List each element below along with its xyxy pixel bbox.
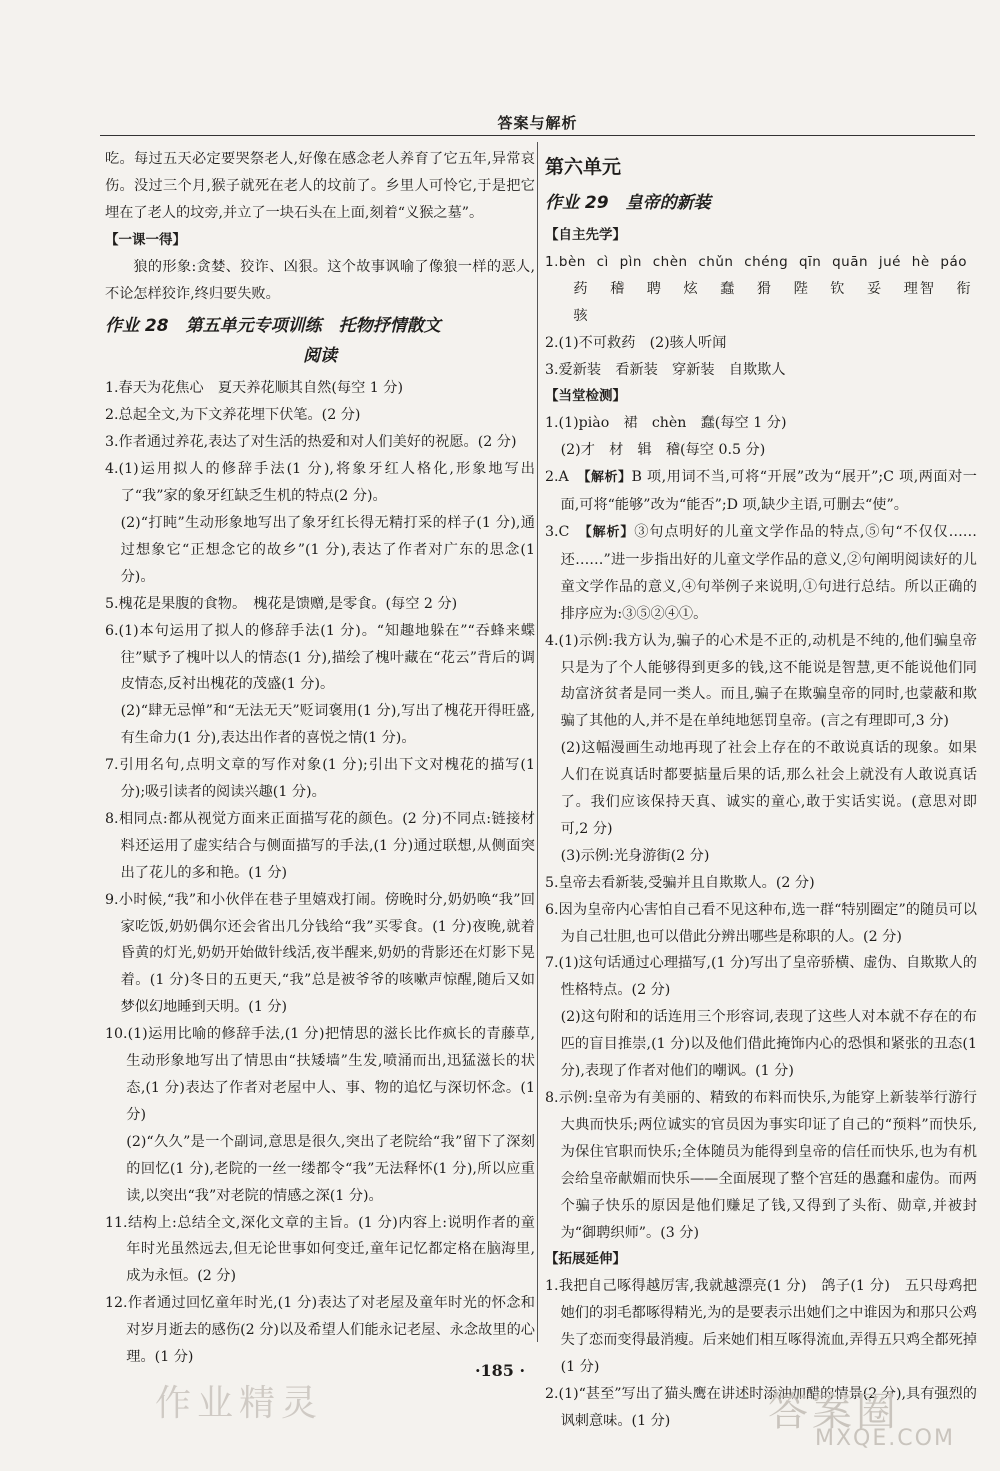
answer-item: 8.示例:皇帝为有美丽的、精致的布料而快乐,为能穿上新装举行游行大典而快乐;两位诚实的官员因为事实印证了自己的“预料”而快乐,为保住官职而快乐;全体随员为能得到皇帝的信任而快乐,也为有机会给皇帝献媚而快乐——全面展现了整个宫廷的愚蠢和虚伪。而两个骗子快乐的原因是他们赚足了钱,又得到了头衔、勋章,并被封为“御聘织师”。(3 分) bbox=[545, 1090, 977, 1241]
answer-item: 2.(1)“甚至”写出了猫头鹰在讲述时添油加醋的情景(2 分),具有强烈的讽刺意味。(1 分) bbox=[545, 1385, 977, 1429]
hw28-title-line2: 阅读 bbox=[303, 346, 337, 367]
analysis-text: B 项,用词不当,可将“开展”改为“展开”;C 项,两面对一面,可将“能够”改为“能否”;D 项,缺少主语,可删去“使”。 bbox=[560, 469, 977, 514]
answer-item: (3)示例:光身游街(2 分) bbox=[560, 847, 710, 864]
page-header bbox=[100, 112, 975, 136]
watermark-left: 作业精灵 bbox=[155, 1383, 324, 1424]
answer-item: 7.(1)这句话通过心理描写,(1 分)写出了皇帝骄横、虚伪、自欺欺人的性格特点。(2 分) bbox=[545, 955, 977, 999]
answer-item: (2)“久久”是一个副词,意思是很久,突出了老院给“我”留下了深刻的回忆(1 分),老院的一丝一缕都令“我”无法释怀(1 分),所以应重读,以突出“我”对老院的情感之深(1 分)。 bbox=[126, 1133, 535, 1204]
answer-item: 11.结构上:总结全文,深化文章的主旨。(1 分)内容上:说明作者的童年时光虽然远去,但无论世事如何变迁,童年记忆都定格在脑海里,成为永恒。(2 分) bbox=[105, 1214, 535, 1285]
answer-item: 3.爱新装 看新装 穿新装 自欺欺人 bbox=[545, 361, 786, 378]
answer-item: 1.春天为花焦心 夏天养花顺其自然(每空 1 分) bbox=[105, 380, 404, 397]
answer-item: (2)才 材 辑 稽(每空 0.5 分) bbox=[560, 442, 766, 459]
page-number: ·185 · bbox=[474, 1361, 526, 1380]
answer-item: 5.槐花是果腹的食物。 槐花是馈赠,是零食。(每空 2 分) bbox=[105, 595, 458, 612]
answer-item: (2)这句附和的话连用三个形容词,表现了这些人对本就不存在的布匹的盲目推崇,(1 分)以及他们借此掩饰内心的恐惧和紧张的丑态(1 分),表现了作者对他们的嘲讽。(1 分) bbox=[560, 1009, 977, 1080]
answer-item: 2.(1)不可救药 (2)骇人听闻 bbox=[545, 334, 727, 351]
answer-item: 1.我把自己啄得越厉害,我就越漂亮(1 分) 鸽子(1 分) 五只母鸡把她们的羽毛都啄得精光,为的是要表示出她们之中谁因为和那只公鸡失了恋而变得最消瘦。后来她们相互啄得流血,弄得五只鸡全都死掉(1 分) bbox=[545, 1278, 977, 1376]
characters-line: 药 稽 聘 炫 蠢 猾 陛 钦 妥 理智 衔 骇 bbox=[573, 280, 973, 324]
answer-item-3 bbox=[545, 519, 977, 628]
section-label-self-study: 【自主先学】 bbox=[545, 227, 626, 243]
answer-item: (2)这幅漫画生动地再现了社会上存在的不敢说真话的现象。如果人们在说真话时都要掂量后果的话,那么社会上就没有人敢说真话了。我们应该保持天真、诚实的童心,敢于实话实说。(意思对即可,2 分) bbox=[560, 740, 977, 837]
answer-item-2 bbox=[545, 464, 977, 519]
hw29-title: 作业 29 皇帝的新装 bbox=[545, 193, 711, 213]
column-divider bbox=[537, 142, 538, 1342]
answer-item: 1.(1)piào 裙 chèn 蠢(每空 1 分) bbox=[545, 415, 787, 432]
answer-item: 2.总起全文,为下文养花埋下伏笔。(2 分) bbox=[105, 407, 361, 424]
answer-item: 8.相同点:都从视觉方面来正面描写花的颜色。(2 分)不同点:链接材料还运用了虚实结合与侧面描写的手法,(1 分)通过联想,从侧面突出了花儿的多和艳。(1 分) bbox=[105, 810, 535, 881]
answer-item: 4.(1)运用拟人的修辞手法(1 分),将象牙红人格化,形象地写出了“我”家的象牙红缺乏生机的特点(2 分)。 bbox=[105, 461, 535, 505]
hw28-title bbox=[105, 311, 535, 371]
hw28-title-line1: 作业 28 第五单元专项训练 托物抒情散文 bbox=[105, 316, 441, 337]
answer-item: (2)“打盹”生动形象地写出了象牙红长得无精打采的样子(1 分),通过想象它“正想念它的故乡”(1 分),表达了作者对广东的思念(1 分)。 bbox=[120, 514, 535, 585]
answer-item: 6.因为皇帝内心害怕自己看不见这种布,选一群“特别圈定”的随员可以为自己壮胆,也可以借此分辨出哪些是称职的人。(2 分) bbox=[545, 901, 977, 945]
answer-item: 5.皇帝去看新装,受骗并且自欺欺人。(2 分) bbox=[545, 874, 815, 891]
watermark-right-main: 答案圈 bbox=[768, 1389, 900, 1435]
answer-item: 10.(1)运用比喻的修辞手法,(1 分)把情思的滋长比作疯长的青藤草,生动形象地写出了情思由“扶矮墙”生发,喷涌而出,迅猛滋长的状态,(1 分)表达了作者对老屋中人、事、物的追忆与深切怀念。(1 分) bbox=[105, 1026, 535, 1123]
watermark-right-url: MXQE.COM bbox=[815, 1426, 955, 1451]
answer-item: 9.小时候,“我”和小伙伴在巷子里嬉戏打闹。傍晚时分,奶奶唤“我”回家吃饭,奶奶偶尔还会省出几分钱给“我”买零食。(1 分)夜晚,就着昏黄的灯光,奶奶开始做针线活,夜半醒来,奶奶的背影还在灯影下晃着。(1 分)冬日的五更天,“我”总是被爷爷的咳嗽声惊醒,随后又如梦似幻地睡到天明。(1 分) bbox=[105, 891, 535, 1016]
answer-head: 2.A bbox=[545, 469, 584, 486]
answer-item: 6.(1)本句运用了拟人的修辞手法(1 分)。“知趣地躲在”“吞蜂来蝶往”赋予了槐叶以人的情态(1 分),描绘了槐叶藏在“花云”背后的调皮情态,反衬出槐花的茂盛(1 分)。 bbox=[105, 622, 535, 693]
unit-title: 第六单元 bbox=[545, 156, 622, 178]
answer-item: 3.作者通过养花,表达了对生活的热爱和对人们美好的祝愿。(2 分) bbox=[105, 434, 517, 451]
lesson-text: 狼的形象:贪婪、狡诈、凶狠。这个故事讽喻了像狼一样的恶人,不论怎样狡诈,终归要失败。 bbox=[105, 258, 535, 302]
left-column bbox=[105, 146, 535, 1371]
right-column bbox=[545, 146, 977, 1435]
analysis-text: ③句点明好的儿童文学作品的特点,⑤句“不仅仅……还……”进一步指出好的儿童文学作品的意义,②句阐明阅读好的儿童文学作品的意义,④句举例子来说明,①句进行总结。所以正确的排序应为:③⑤②④①。 bbox=[560, 523, 977, 622]
analysis-label: 【解析】 bbox=[583, 470, 632, 486]
pinyin-line: 1.bèn cì pìn chèn chǔn chéng qīn quān jué hè páo bbox=[545, 253, 968, 270]
answer-item: (2)“肆无忌惮”和“无法无天”贬词褒用(1 分),写出了槐花开得旺盛,有生命力(1 分),表达出作者的喜悦之情(1 分)。 bbox=[120, 703, 535, 747]
section-label-extension: 【拓展延伸】 bbox=[545, 1251, 626, 1268]
answer-item: 12.作者通过回忆童年时光,(1 分)表达了对老屋及童年时光的怀念和对岁月逝去的感伤(2 分)以及希望人们能永记老屋、永念故里的心理。(1 分) bbox=[105, 1295, 535, 1366]
analysis-label: 【解析】 bbox=[585, 524, 635, 540]
lesson-label: 【一课一得】 bbox=[105, 231, 186, 248]
answer-head: 3.C bbox=[545, 523, 586, 540]
intro-paragraph: 吃。每过五天必定要哭祭老人,好像在感念老人养育了它五年,异常哀伤。没过三个月,猴子就死在老人的坟前了。乡里人可怜它,于是把它埋在了老人的坟旁,并立了一块石头在上面,刻着“义猴之墓”。 bbox=[105, 151, 535, 221]
answer-item: 4.(1)示例:我方认为,骗子的心术是不正的,动机是不纯的,他们骗皇帝只是为了个人能够得到更多的钱,这不能说是智慧,更不能说他们同劫富济贫者是同一类人。而且,骗子在欺骗皇帝的同时,也蒙蔽和欺骗了其他的人,并不是在单纯地惩罚皇帝。(言之有理即可,3 分) bbox=[545, 632, 977, 730]
watermark-right bbox=[760, 1380, 990, 1460]
answer-item: 7.引用名句,点明文章的写作对象(1 分);引出下文对槐花的描写(1 分);吸引读者的阅读兴趣(1 分)。 bbox=[105, 757, 535, 801]
section-label-class-check: 【当堂检测】 bbox=[545, 388, 626, 405]
header-title: 答案与解析 bbox=[497, 114, 578, 132]
